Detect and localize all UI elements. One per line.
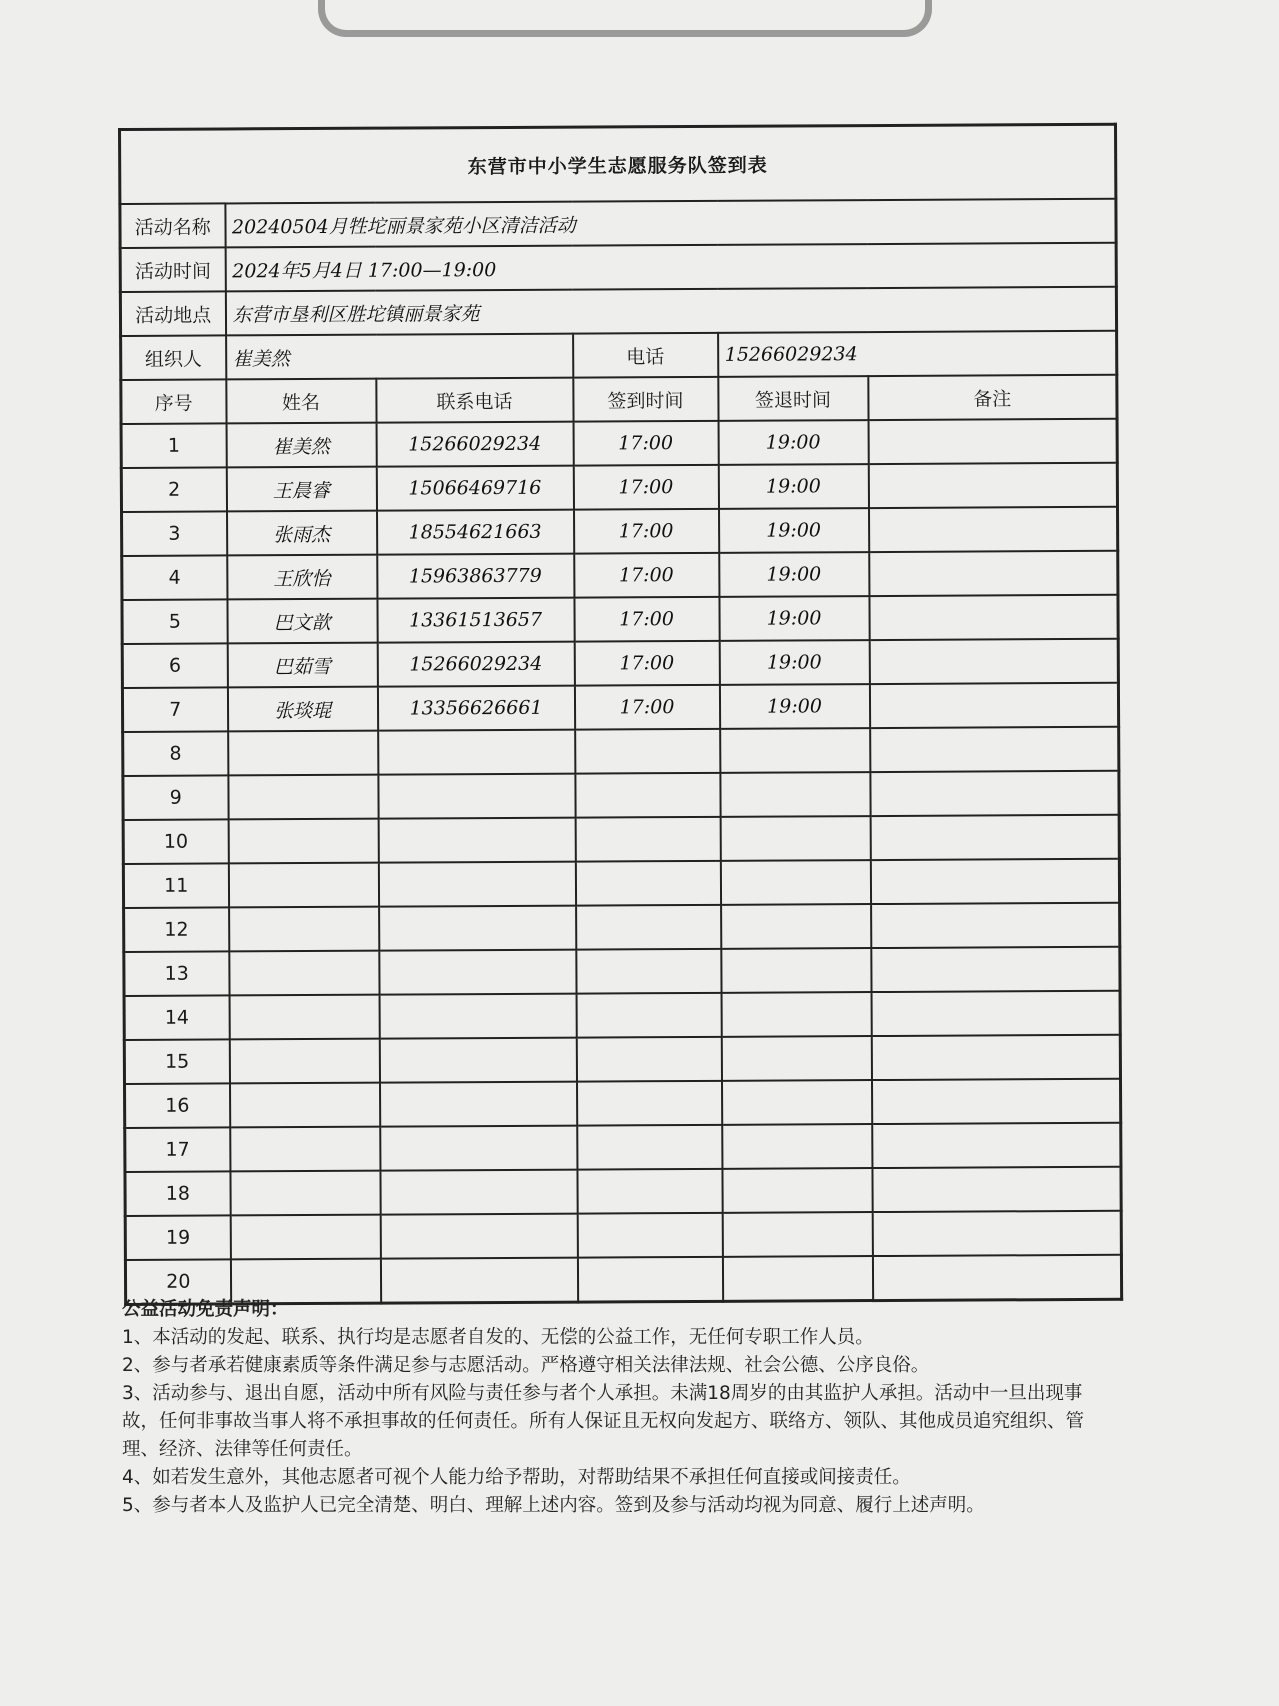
row-sign-out-time: 19:00 (719, 640, 869, 685)
row-number: 4 (122, 555, 227, 600)
row-phone: 13361513657 (377, 598, 574, 643)
row-name (229, 995, 379, 1040)
row-name (229, 951, 379, 996)
row-number: 13 (124, 951, 229, 996)
row-sign-out-time: 19:00 (719, 552, 869, 597)
organizer-phone-label: 电话 (573, 333, 718, 378)
row-number: 20 (125, 1259, 230, 1304)
row-number: 14 (124, 995, 229, 1040)
activity-name-value: 20240504月牲坨丽景家苑小区清洁活动 (225, 199, 1116, 248)
row-phone (378, 818, 575, 863)
row-number: 12 (124, 907, 229, 952)
table-row (125, 1211, 1121, 1260)
row-sign-in-time (575, 773, 720, 818)
row-name: 张琰琨 (227, 687, 377, 732)
row-note (869, 639, 1118, 684)
header-sign-in: 签到时间 (573, 377, 718, 422)
row-name: 崔美然 (226, 423, 376, 468)
row-note (869, 595, 1118, 640)
row-note (868, 463, 1117, 508)
disclaimer-line: 5、参与者本人及监护人已完全清楚、明白、理解上述内容。签到及参与活动均视为同意、履行上述声明。 (122, 1495, 985, 1516)
row-phone: 15266029234 (376, 422, 573, 467)
row-phone: 13356626661 (377, 686, 574, 731)
sign-in-sheet (118, 123, 1120, 1293)
row-phone (380, 1126, 577, 1171)
row-phone (380, 1082, 577, 1127)
row-sign-out-time (721, 1036, 871, 1081)
row-number: 10 (123, 819, 228, 864)
table-header-row (121, 375, 1117, 424)
activity-time-label: 活动时间 (120, 247, 225, 292)
row-sign-out-time (722, 1212, 872, 1257)
row-sign-out-time: 19:00 (719, 508, 869, 553)
row-sign-out-time (721, 948, 871, 993)
header-sign-out: 签退时间 (718, 376, 868, 421)
row-phone (378, 774, 575, 819)
row-sign-in-time (577, 1169, 722, 1214)
row-name (230, 1171, 380, 1216)
row-name (230, 1083, 380, 1128)
table-row (123, 727, 1119, 776)
table-row (123, 859, 1119, 908)
row-sign-out-time (720, 728, 870, 773)
activity-name-label: 活动名称 (120, 203, 225, 248)
row-sign-out-time (722, 1168, 872, 1213)
disclaimer-line: 1、本活动的发起、联系、执行均是志愿者自发的、无偿的公益工作，无任何专职工作人员。 (122, 1327, 874, 1348)
row-note (868, 419, 1117, 464)
row-sign-in-time (576, 1081, 721, 1126)
table-row (125, 1079, 1121, 1128)
row-note (872, 1211, 1121, 1256)
row-name: 巴茹雪 (227, 643, 377, 688)
row-sign-in-time (576, 993, 721, 1038)
row-sign-in-time: 17:00 (573, 465, 718, 510)
row-phone: 15066469716 (376, 466, 573, 511)
row-number: 2 (121, 467, 226, 512)
row-sign-in-time (575, 817, 720, 862)
row-sign-out-time (722, 1124, 872, 1169)
row-sign-in-time (577, 1213, 722, 1258)
row-sign-out-time: 19:00 (719, 596, 869, 641)
row-phone (379, 994, 576, 1039)
row-phone (379, 906, 576, 951)
row-name: 王晨睿 (226, 467, 376, 512)
row-note (871, 991, 1120, 1036)
table-row (122, 595, 1118, 644)
row-phone (378, 730, 575, 775)
row-number: 8 (123, 731, 228, 776)
row-note (871, 903, 1120, 948)
organizer-value: 崔美然 (226, 334, 573, 380)
table-row (125, 1123, 1121, 1172)
row-note (872, 1123, 1121, 1168)
row-sign-in-time: 17:00 (574, 641, 719, 686)
row-note (871, 947, 1120, 992)
row-number: 7 (122, 687, 227, 732)
row-number: 15 (124, 1039, 229, 1084)
row-name (228, 863, 378, 908)
organizer-phone-value: 15266029234 (718, 331, 1117, 377)
header-note: 备注 (868, 375, 1117, 420)
row-sign-in-time: 17:00 (574, 685, 719, 730)
table-row (124, 947, 1120, 996)
table-row (123, 815, 1119, 864)
row-number: 17 (125, 1127, 230, 1172)
activity-place-value: 东营市垦利区胜坨镇丽景家苑 (225, 287, 1116, 336)
row-number: 6 (122, 643, 227, 688)
table-row (122, 639, 1118, 688)
row-sign-in-time: 17:00 (574, 597, 719, 642)
page-title: 东营市中小学生志愿服务队签到表 (120, 124, 1116, 204)
table-row (122, 507, 1118, 556)
row-name (228, 731, 378, 776)
clipboard-clip (318, 0, 932, 37)
row-sign-in-time (575, 861, 720, 906)
row-note (870, 727, 1119, 772)
row-phone: 18554621663 (377, 510, 574, 555)
row-note (872, 1167, 1121, 1212)
table-row (122, 683, 1118, 732)
table-row (121, 463, 1117, 512)
row-number: 16 (125, 1083, 230, 1128)
row-name (228, 775, 378, 820)
row-number: 18 (125, 1171, 230, 1216)
row-sign-out-time (721, 1080, 871, 1125)
row-sign-in-time: 17:00 (574, 509, 719, 554)
row-sign-out-time (720, 860, 870, 905)
row-phone (380, 1214, 577, 1259)
row-number: 3 (122, 511, 227, 556)
row-sign-out-time: 19:00 (719, 684, 869, 729)
row-sign-in-time (576, 949, 721, 994)
row-sign-out-time (721, 904, 871, 949)
row-number: 11 (123, 863, 228, 908)
row-sign-out-time (720, 772, 870, 817)
row-sign-in-time (575, 729, 720, 774)
disclaimer-line: 2、参与者承若健康素质等条件满足参与志愿活动。严格遵守相关法律法规、社会公德、公序良俗。 (122, 1355, 930, 1376)
row-note (871, 1035, 1120, 1080)
disclaimer (122, 1296, 1112, 1520)
row-name (228, 819, 378, 864)
disclaimer-line: 4、如若发生意外，其他志愿者可视个人能力给予帮助，对帮助结果不承担任何直接或间接责任。 (122, 1467, 911, 1488)
row-note (870, 859, 1119, 904)
row-name (230, 1215, 380, 1260)
row-sign-in-time (577, 1125, 722, 1170)
row-note (872, 1255, 1121, 1301)
row-note (869, 683, 1118, 728)
disclaimer-title: 公益活动免责声明： (122, 1299, 289, 1320)
row-note (871, 1079, 1120, 1124)
row-sign-in-time (576, 1037, 721, 1082)
row-name: 王欣怡 (227, 555, 377, 600)
row-note (870, 815, 1119, 860)
row-number: 1 (121, 423, 226, 468)
row-sign-out-time (720, 816, 870, 861)
header-phone: 联系电话 (376, 378, 573, 423)
row-number: 19 (125, 1215, 230, 1260)
row-phone (379, 950, 576, 995)
header-name: 姓名 (226, 379, 376, 424)
row-phone: 15963863779 (377, 554, 574, 599)
header-no: 序号 (121, 379, 226, 424)
organizer-label: 组织人 (121, 335, 226, 380)
activity-place-label: 活动地点 (120, 291, 225, 336)
table-row (121, 419, 1117, 468)
sign-in-table (118, 123, 1123, 1306)
row-sign-in-time (576, 905, 721, 950)
table-row (124, 903, 1120, 952)
row-phone (379, 1038, 576, 1083)
table-row (124, 991, 1120, 1040)
row-note (870, 771, 1119, 816)
row-sign-out-time (722, 1256, 872, 1301)
table-row (123, 771, 1119, 820)
row-name: 张雨杰 (227, 511, 377, 556)
row-note (869, 507, 1118, 552)
activity-time-value: 2024年5月4日 17:00—19:00 (225, 243, 1116, 292)
row-name: 巴文歆 (227, 599, 377, 644)
table-row (125, 1167, 1121, 1216)
table-row (122, 551, 1118, 600)
row-note (869, 551, 1118, 596)
row-sign-out-time: 19:00 (718, 420, 868, 465)
row-name (230, 1127, 380, 1172)
row-phone (378, 862, 575, 907)
row-number: 5 (122, 599, 227, 644)
disclaimer-line: 3、活动参与、退出自愿，活动中所有风险与责任参与者个人承担。未满18周岁的由其监护人承担。活动中一旦出现事故，任何非事故当事人将不承担事故的任何责任。所有人保证且无权向发起方、联络方、领队、其他成员追究组织、管理、经济、法律等任何责任。 (122, 1383, 1085, 1460)
row-sign-out-time (721, 992, 871, 1037)
row-sign-out-time: 19:00 (718, 464, 868, 509)
row-number: 9 (123, 775, 228, 820)
row-sign-in-time: 17:00 (574, 553, 719, 598)
row-name (229, 907, 379, 952)
row-name (229, 1039, 379, 1084)
row-sign-in-time: 17:00 (573, 421, 718, 466)
row-phone (380, 1170, 577, 1215)
row-phone: 15266029234 (377, 642, 574, 687)
table-row (124, 1035, 1120, 1084)
